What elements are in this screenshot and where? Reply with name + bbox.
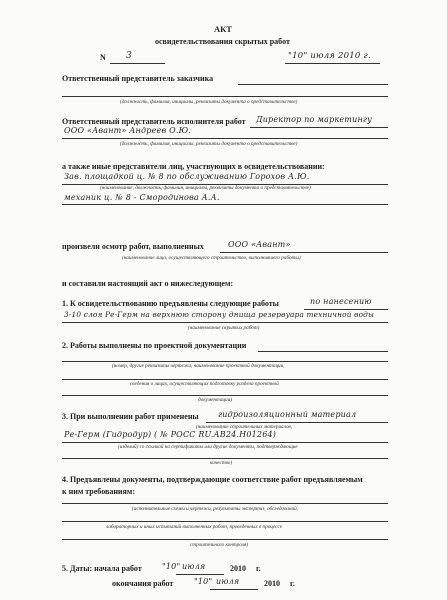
performer-caption: (наименование лица, осуществляющего строительство, выполнившего работы) <box>122 255 301 261</box>
end-month-line <box>210 589 258 590</box>
item4-line-3 <box>62 539 388 540</box>
other-participants-value-2: механик ц. № 8 - Смородинова А.А. <box>64 193 220 202</box>
item4-label-1: 4. Предъявлены документы, подтверждающие соответствие работ предъявляемым <box>62 475 363 484</box>
item3-label: 3. При выполнении работ применены <box>62 412 199 421</box>
act-number-underline <box>110 63 165 64</box>
end-label: окончания работ <box>112 579 174 588</box>
item4-caption-2: лабораторных и иных испытаний выполненных работ, проведенных в процессе <box>106 524 283 530</box>
item1-caption: (наименование скрытых работ) <box>188 325 260 331</box>
end-year-suffix: г. <box>290 579 295 588</box>
start-month: июля <box>182 562 206 571</box>
item5-label: 5. Даты: начала работ <box>62 564 142 573</box>
item4-label-2: к ним требованиям: <box>62 487 135 496</box>
act-date-value: "10" июля 2010 г. <box>288 51 371 61</box>
drafted-statement: и составили настоящий акт о нижеследующем: <box>62 279 234 288</box>
item3-value-inline: гидроизоляционный материал <box>218 410 357 419</box>
contractor-rep-value-1: Директор по маркетингу <box>256 115 372 124</box>
start-day: "10" <box>162 562 181 571</box>
end-day: "10" <box>194 577 213 586</box>
item2-label: 2. Работы выполнены по проектной документации <box>62 341 247 350</box>
contractor-rep-line <box>250 127 388 128</box>
start-year-suffix: г. <box>256 564 261 573</box>
item1-line-2 <box>62 322 388 323</box>
performer-value: ООО «Авант» <box>228 240 291 249</box>
start-year: 2010 <box>230 564 246 573</box>
contractor-rep-label: Ответственный представитель исполнителя работ <box>62 117 246 126</box>
item1-label: 1. К освидетельствованию предъявлены следующие работы <box>62 299 279 308</box>
customer-rep-caption: (должность, фамилия, инициалы, реквизиты документа о представительстве) <box>120 99 298 105</box>
contractor-rep-caption: (должность, фамилия, инициалы, реквизиты документа о представительстве) <box>120 141 298 147</box>
document-title: АКТ <box>214 24 232 34</box>
item3-value-2: Ре-Герм (Гидродур) ( № РОСС RU.АВ24.Н01264) <box>64 430 277 439</box>
item2-line-2 <box>62 361 388 362</box>
item2-caption-3: документации) <box>198 397 232 403</box>
performer-line <box>220 252 388 253</box>
item2-line-1 <box>258 351 388 352</box>
act-number-label: N <box>100 53 106 62</box>
item4-line-2 <box>62 521 388 522</box>
item3-line-1 <box>206 422 388 423</box>
item4-caption-1: (исполнительные схемы и чертежи, результаты экспертиз, обследований, <box>132 506 299 512</box>
performer-label: произвели осмотр работ, выполненных <box>62 242 204 251</box>
item3-line-3 <box>62 458 388 459</box>
item4-line-1 <box>62 503 388 504</box>
item3-caption-3: качество) <box>210 460 233 466</box>
item1-value-2: 3-10 слоя Ре-Герм на верхнюю сторону днища резервуара техничной воды <box>64 310 375 319</box>
other-participants-label: а также иные представители лиц, участвующих в освидетельствовании: <box>62 162 325 171</box>
item2-caption-2: сведения о лицах, осуществляющих подготовку раздела проектной <box>130 381 279 387</box>
act-date-underline <box>285 63 380 64</box>
other-participants-value-1: Зав. площадкой ц. № 8 по обслуживанию Горохов А.Ю. <box>64 172 310 181</box>
item3-caption-1: (наименование строительных материалов, <box>196 424 293 430</box>
document-subtitle: освидетельствования скрытых работ <box>155 37 290 46</box>
item3-caption-2: (изделий) со ссылкой на сертификаты или другие документы, подтверждающие <box>118 444 298 450</box>
item3-line-2 <box>62 442 388 443</box>
start-month-line <box>176 574 224 575</box>
item2-caption-1: (номер, другие реквизиты чертежа, наименование проектной документации, <box>112 363 285 369</box>
act-number-value: 3 <box>126 51 132 61</box>
item4-caption-3: строительного контроля) <box>190 542 249 548</box>
other-participants-caption: (наименование, должность, фамилия, инициалы, реквизиты документа о представительстве) <box>100 185 311 191</box>
item2-line-4 <box>62 395 388 396</box>
customer-rep-line-2 <box>62 96 388 97</box>
end-year: 2010 <box>264 579 280 588</box>
customer-rep-label: Ответственный представитель заказчика <box>62 74 214 83</box>
item2-line-3 <box>62 379 388 380</box>
item1-value-inline: по нанесению <box>310 297 372 306</box>
customer-rep-line <box>238 84 388 85</box>
other-participants-line-2 <box>62 204 388 205</box>
end-month: июля <box>216 577 240 586</box>
contractor-rep-value-2: ООО «Авант» Андреев О.Ю. <box>64 126 192 135</box>
contractor-rep-line-2 <box>62 138 388 139</box>
